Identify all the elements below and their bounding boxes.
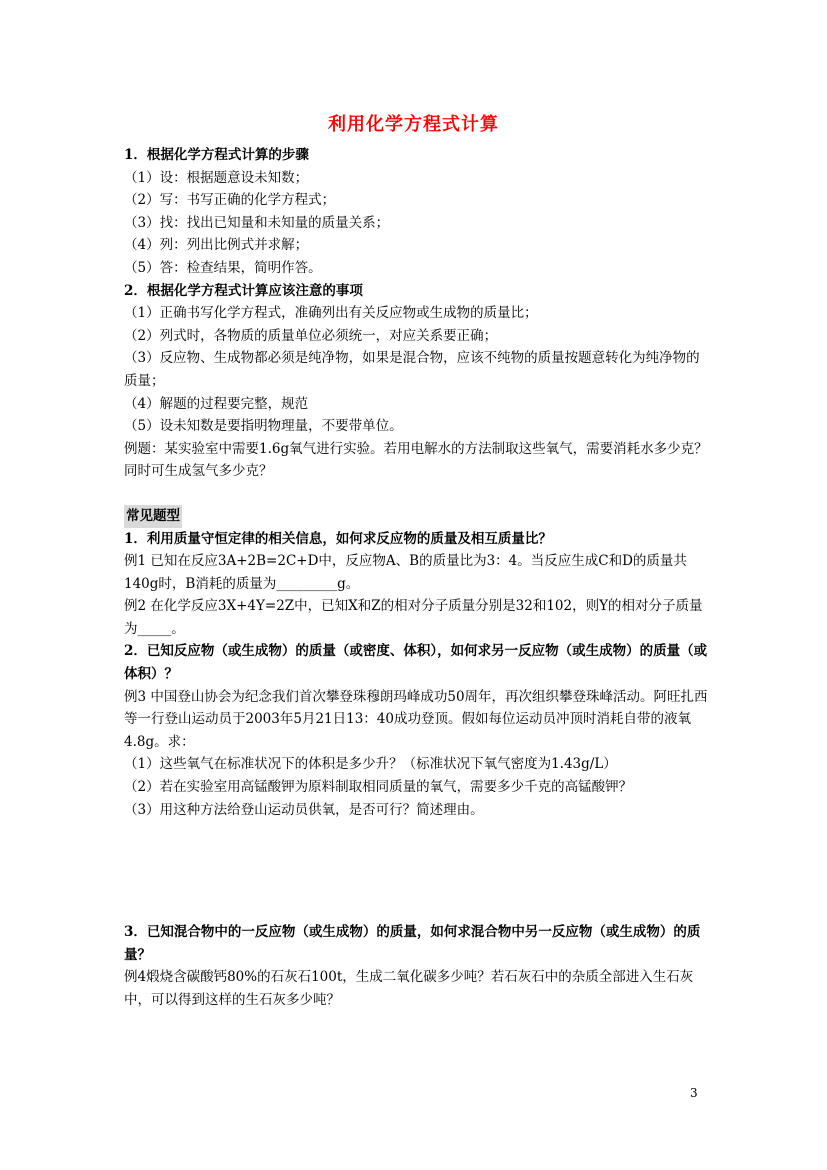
- step-item: （5）答：检查结果，简明作答。: [124, 259, 322, 276]
- common-types-heading: [124, 505, 709, 528]
- spacer: [124, 821, 709, 921]
- example-problem: 例题：某实验室中需要1.6g氧气进行实验。若用电解水的方法制取这些氧气，需要消耗水多少克？同时可生成氢气多少克？: [124, 440, 708, 480]
- note-item: （2）列式时，各物质的质量单位必须统一，对应关系要正确；: [124, 327, 498, 344]
- example-3: 例3 中国登山协会为纪念我们首次攀登珠穆朗玛峰成功50周年，再次组织攀登珠峰活动。阿旺扎西等一行登山运动员于2003年5月21日13：40成功登顶。假如每位运动员冲顶时消耗自带的液氧4.8g。求：: [124, 688, 708, 750]
- section1-heading: 1．根据化学方程式计算的步骤: [124, 147, 309, 163]
- page-title: 利用化学方程式计算: [328, 114, 499, 135]
- note-item: （5）设未知数是要指明物理量，不要带单位。: [124, 418, 403, 435]
- note-item: （4）解题的过程要完整，规范: [124, 395, 309, 412]
- page-number: 3: [690, 1086, 698, 1100]
- question-item: （2）若在实验室用高锰酸钾为原料制取相同质量的氧气，需要多少千克的高锰酸钾？: [124, 779, 633, 796]
- section2-heading: 2．根据化学方程式计算应该注意的事项: [124, 282, 363, 299]
- common-types-label: 常见题型: [124, 505, 182, 528]
- spacer: [124, 483, 709, 505]
- step-item: （1）设：根据题意设未知数；: [124, 169, 309, 186]
- note-item: （3）反应物、生成物都必须是纯净物，如果是混合物，应该不纯物的质量按题意转化为纯净物的质量；: [124, 350, 700, 389]
- question-item: （3）用这种方法给登山运动员供氧，是否可行？简述理由。: [124, 801, 484, 818]
- note-item: （1）正确书写化学方程式，准确列出有关反应物或生成物的质量比；: [124, 305, 538, 322]
- step-item: （4）列：列出比例式并求解；: [124, 237, 309, 254]
- question-item: （1）这些氧气在标准状况下的体积是多少升？（标准状况下氧气密度为1.43g/L）: [124, 756, 617, 773]
- example-1: 例1 已知在反应3A+2B=2C+D中，反应物A、B的质量比为3：4。当反应生成C和D的质量共140g时，B消耗的质量为_________g。: [124, 553, 687, 592]
- step-item: （2）写：书写正确的化学方程式；: [124, 192, 336, 209]
- type3-heading: 3．已知混合物中的一反应物（或生成物）的质量，如何求混合物中另一反应物（或生成物）的质量？: [124, 924, 701, 963]
- type1-heading: 1．利用质量守恒定律的相关信息，如何求反应物的质量及相互质量比？: [124, 530, 552, 547]
- document-body: [124, 144, 709, 1012]
- example-2: 例2 在化学反应3X+4Y=2Z中，已知X和Z的相对分子质量分别是32和102，则Y的相对分子质量为_____。: [124, 598, 703, 637]
- type2-heading: 2．已知反应物（或生成物）的质量（或密度、体积），如何求另一反应物（或生成物）的质量（或体积）？: [124, 643, 708, 683]
- step-item: （3）找：找出已知量和未知量的质量关系；: [124, 214, 390, 231]
- example-4: 例4煅烧含碳酸钙80%的石灰石100t，生成二氧化碳多少吨？若石灰石中的杂质全部进入生石灰中，可以得到这样的生石灰多少吨？: [124, 969, 694, 1008]
